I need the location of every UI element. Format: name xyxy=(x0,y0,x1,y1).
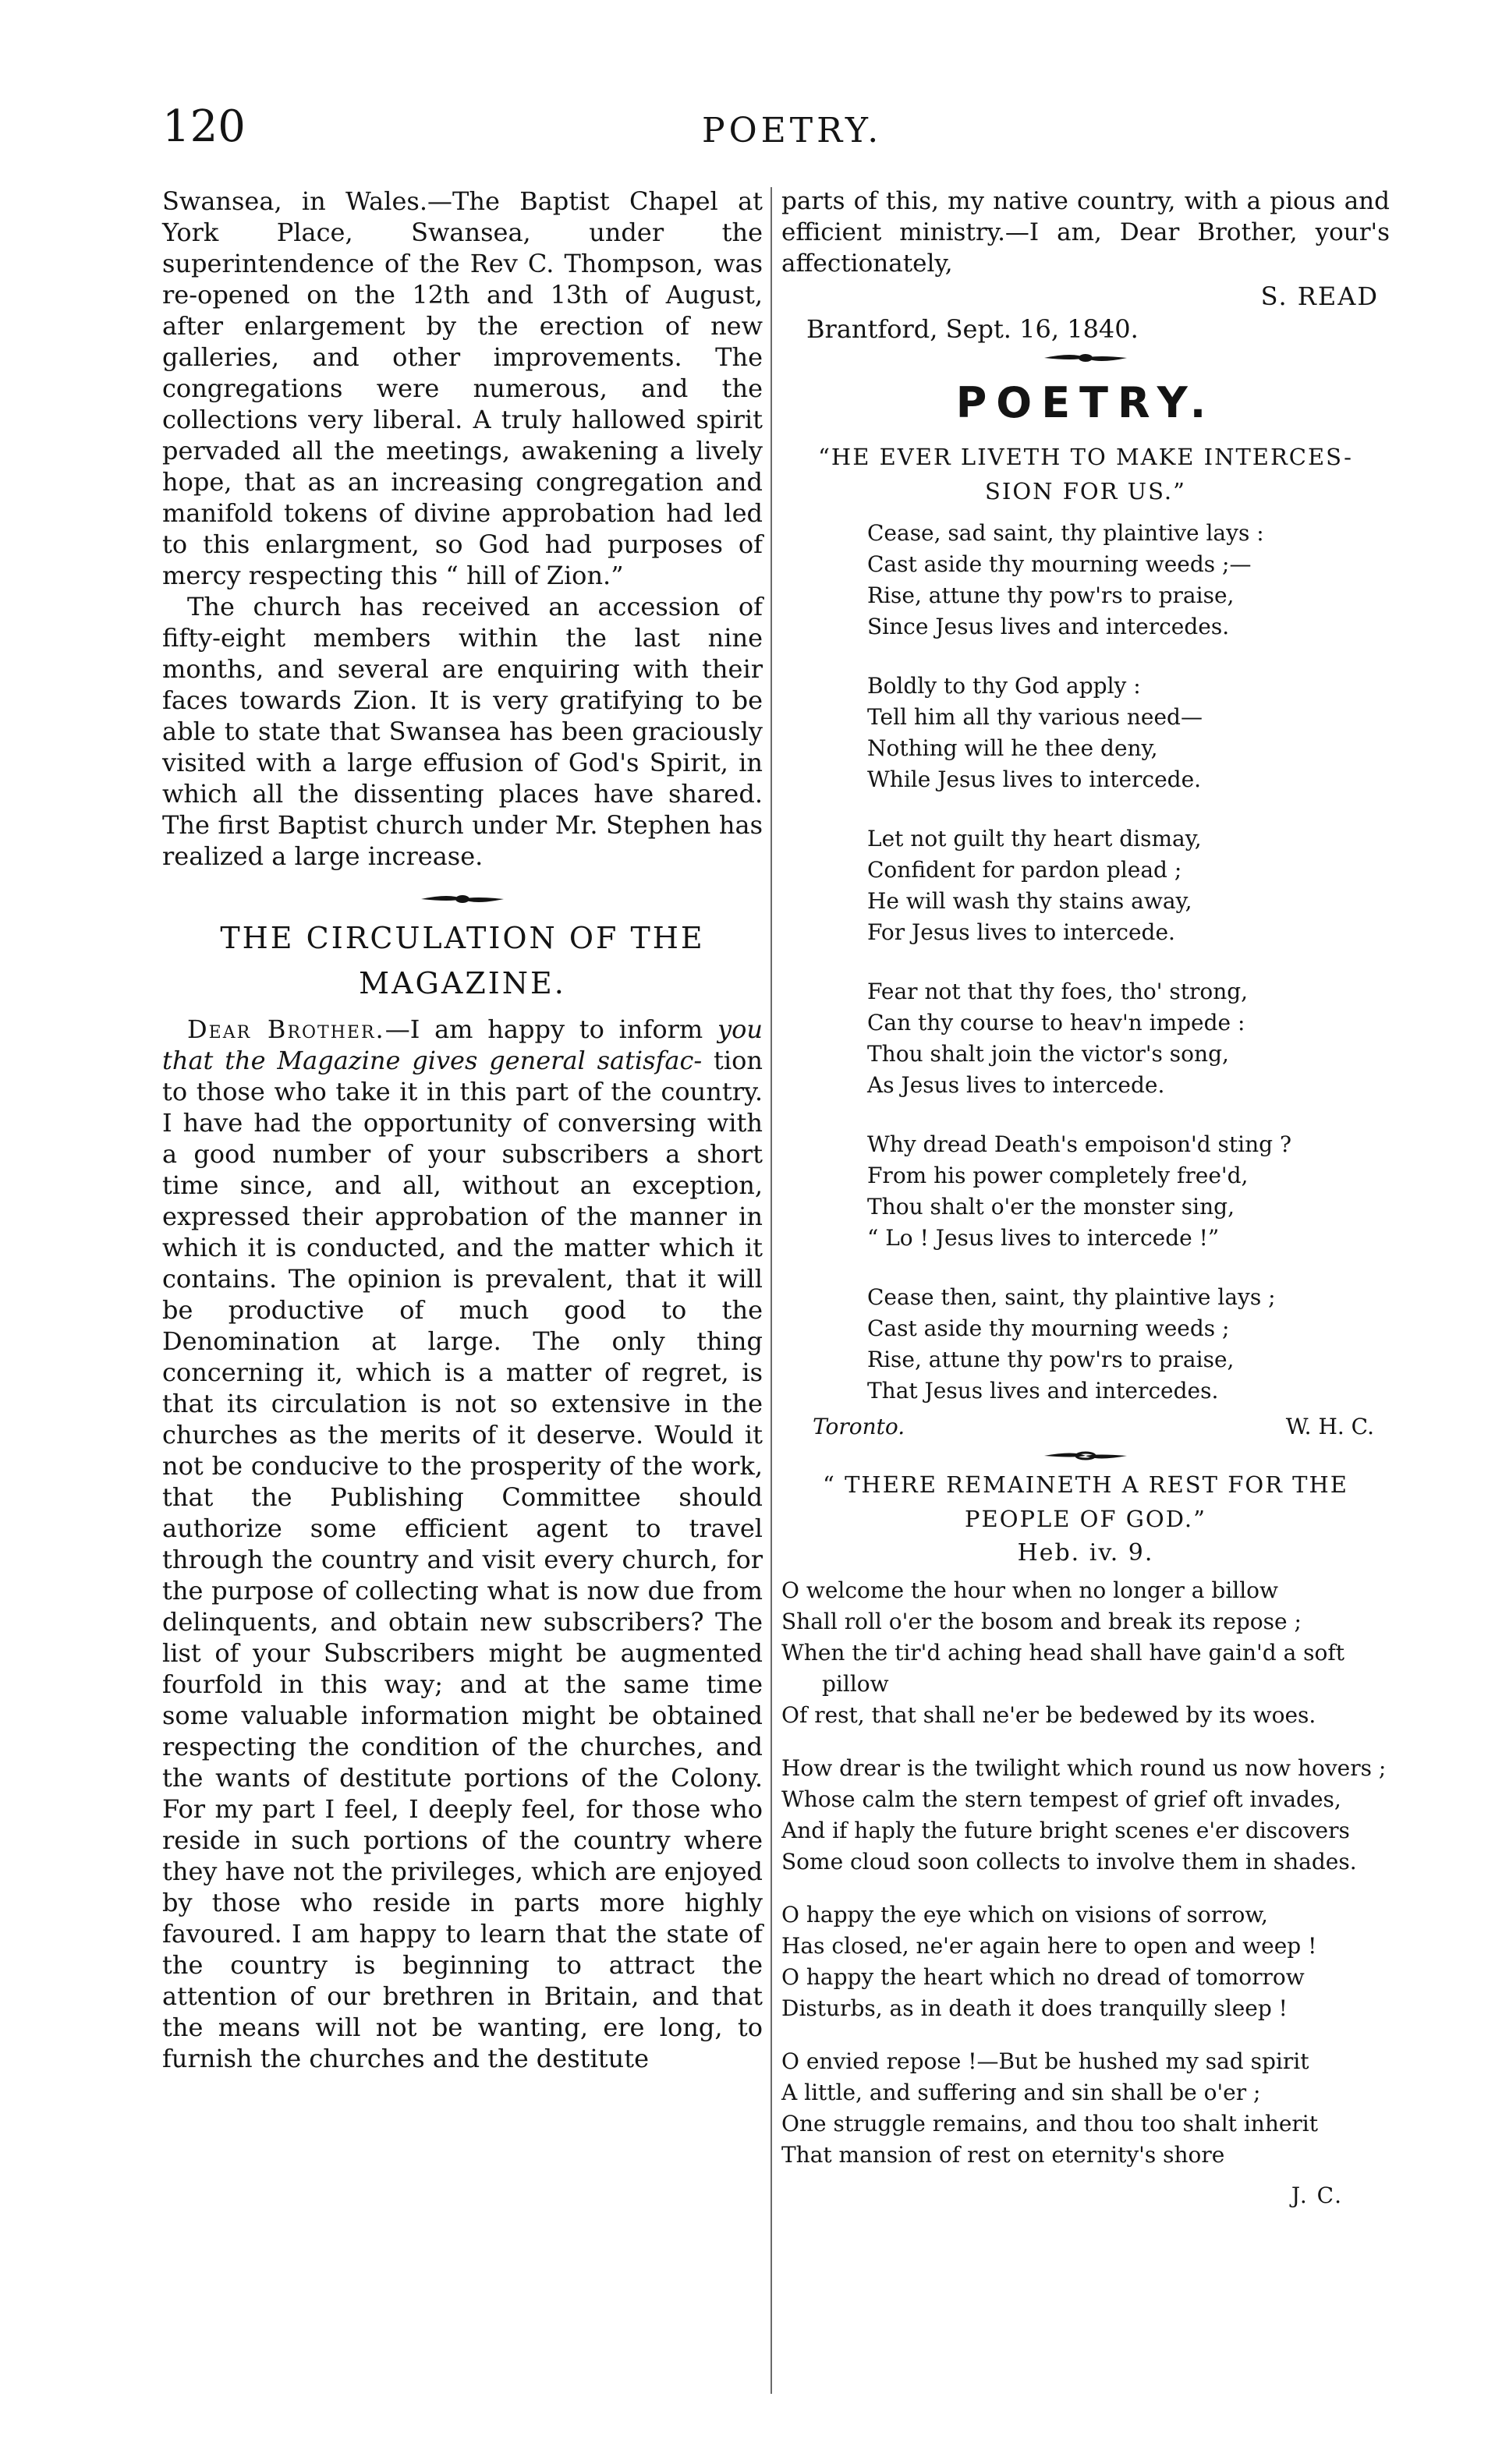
poem-line: Cease, sad saint, thy plaintive lays : xyxy=(867,520,1264,546)
ornament-divider-icon xyxy=(420,889,505,909)
poem-line: O welcome the hour when no longer a billow xyxy=(781,1577,1278,1603)
poem-line: Some cloud soon collects to involve them in shades. xyxy=(781,1849,1357,1875)
poem1-signature-row xyxy=(781,1411,1390,1443)
poem2-stanza xyxy=(781,2046,1390,2171)
letter-dateline: Brantford, Sept. 16, 1840. xyxy=(806,314,1139,344)
poem-line: Shall roll o'er the bosom and break its repose ; xyxy=(781,1609,1302,1634)
poem1-body xyxy=(781,518,1390,1443)
poem-line: Nothing will he thee deny, xyxy=(867,735,1158,761)
poem-line: That mansion of rest on eternity's shore xyxy=(781,2142,1225,2168)
poem2-title-line-2: PEOPLE OF GOD.” xyxy=(965,1506,1206,1532)
poem2-stanza xyxy=(781,1575,1390,1731)
poem1-stanza xyxy=(867,671,1390,795)
poem1-stanza xyxy=(867,1282,1390,1407)
poem-line: O happy the heart which no dread of tomorrow xyxy=(781,1964,1305,1990)
poem2-title xyxy=(781,1467,1390,1536)
poem1-place: Toronto. xyxy=(813,1414,905,1439)
poem-line: Since Jesus lives and intercedes. xyxy=(867,614,1230,639)
poem-line: And if haply the future bright scenes e'er discovers xyxy=(781,1818,1350,1843)
poem-line: How drear is the twilight which round us now hovers ; xyxy=(781,1755,1387,1781)
poem-line: O happy the eye which on visions of sorrow, xyxy=(781,1902,1268,1928)
poem1-stanza xyxy=(867,518,1390,643)
poem-line: As Jesus lives to intercede. xyxy=(867,1072,1165,1098)
poem-line: Fear not that thy foes, tho' strong, xyxy=(867,979,1249,1004)
poem2-stanza xyxy=(781,1753,1390,1878)
ornament-divider-icon xyxy=(1043,1447,1128,1464)
poetry-heading: POETRY. xyxy=(955,378,1216,427)
letter-lead: —I am happy to inform xyxy=(384,1014,703,1044)
poem-line: For Jesus lives to intercede. xyxy=(867,919,1175,945)
poem-line: While Jesus lives to intercede. xyxy=(867,766,1202,792)
poem-line: Cease then, saint, thy plaintive lays ; xyxy=(867,1284,1276,1310)
poem-line: Cast aside thy mourning weeds ;— xyxy=(867,551,1252,577)
poem-line: Confident for pardon plead ; xyxy=(867,857,1182,883)
letter-signature: S. READ xyxy=(1260,281,1379,311)
ornament-divider-icon xyxy=(1043,348,1128,368)
poem1-stanza xyxy=(867,823,1390,948)
poem1-stanza xyxy=(867,976,1390,1101)
poem-line: That Jesus lives and intercedes. xyxy=(867,1378,1219,1404)
poem-line: He will wash thy stains away, xyxy=(867,888,1192,914)
article-title xyxy=(162,915,763,1006)
poem1-title xyxy=(781,440,1390,508)
letter-italic-line: you that the Magazine gives general satisfac- xyxy=(162,1014,763,1075)
poem-line: Thou shalt join the victor's song, xyxy=(867,1041,1229,1067)
poem2-body xyxy=(781,1575,1390,2213)
letter-paragraph xyxy=(162,1014,763,2074)
page-number: 120 xyxy=(162,101,246,152)
poem1-author: W. H. C. xyxy=(1285,1414,1374,1439)
poem2-stanza xyxy=(781,1899,1390,2024)
poem-line: Rise, attune thy pow'rs to praise, xyxy=(867,582,1235,608)
poem1-title-line-2: SION FOR US.” xyxy=(985,478,1186,504)
poem-line: Can thy course to heav'n impede : xyxy=(867,1010,1245,1036)
column-divider xyxy=(771,187,772,2394)
poem-line: “ Lo ! Jesus lives to intercede !” xyxy=(867,1225,1220,1251)
swansea-paragraph-1: Swansea, in Wales.—The Baptist Chapel at York Place, Swansea, under the superintendence of the Rev C. Thompson, was re-opened on the 12th and 13th of August, after enlargement by the erection of new galleries, and other improvements. The congregations were numerous, and the collections very liberal. A truly hallowed spirit pervaded all the meetings, awakening a lively hope, that as an increasing congregation and manifold tokens of divine approbation had led to this enlargment, so God had purposes of mercy respecting this “ hill of Zion.” xyxy=(162,186,763,590)
poem-line: Thou shalt o'er the monster sing, xyxy=(867,1194,1235,1220)
poem-line: Tell him all thy various need— xyxy=(867,704,1203,730)
poem1-stanza xyxy=(867,1129,1390,1254)
poem-line: Why dread Death's empoison'd sting ? xyxy=(867,1131,1291,1157)
poem1-title-line-1: “HE EVER LIVETH TO MAKE INTERCES- xyxy=(818,444,1353,470)
letter-continuation: parts of this, my native country, with a pious and efficient ministry.—I am, Dear Brother, your's affectionately, xyxy=(781,187,1390,278)
poem-line: Rise, attune thy pow'rs to praise, xyxy=(867,1347,1235,1372)
running-title: POETRY. xyxy=(702,111,883,150)
poem-line: Of rest, that shall ne'er be bedewed by its woes. xyxy=(781,1702,1316,1728)
letter-salutation: Dear Brother. xyxy=(187,1014,385,1044)
poem2-initials: J. C. xyxy=(1291,2183,1343,2208)
poem-line: A little, and suffering and sin shall be o'er ; xyxy=(781,2080,1261,2105)
article-title-line-1: THE CIRCULATION OF THE xyxy=(220,921,705,955)
letter-body: tion to those who take it in this part of the country. I have had the opportunity of conversing with a good number of your subscribers a short time since, and all, without an exception, expressed their approbation of the manner in which it is conducted, and the matter which it contains. The opinion is prevalent, that it will be productive of much good to the Denomination at large. The only thing concerning it, which is a matter of regret, is that its circulation is not so extensive in the churches as the merits of it deserve. Would it not be conducive to the prosperity of the work, that the Publishing Committee should authorize some efficient agent to travel through the country and visit every church, for the purpose of collecting what is now due from delinquents, and obtain new subscribers? The list of your Subscribers might be augmented fourfold in this way; and at the same time some valuable information might be obtained respecting the condition of the churches, and the wants of destitute portions of the Colony. For my part I feel, I deeply feel, for those who reside in such portions of the country where they have not the privileges, which are enjoyed by those who reside in parts more highly favoured. I am happy to learn that the state of the country is beginning to attract the attention of our brethren in Britain, and that the means will not be wanting, ere long, to furnish the churches and the destitute xyxy=(162,1046,763,2073)
poem-line: Whose calm the stern tempest of grief oft invades, xyxy=(781,1786,1341,1812)
article-title-line-2: MAGAZINE. xyxy=(359,966,566,1000)
poem2-reference: Heb. iv. 9. xyxy=(1017,1539,1154,1567)
poem-line: Let not guilt thy heart dismay, xyxy=(867,826,1202,851)
poem-line: From his power completely free'd, xyxy=(867,1163,1249,1188)
poem-line: Has closed, ne'er again here to open and weep ! xyxy=(781,1933,1317,1959)
right-column xyxy=(781,186,1390,2213)
left-column xyxy=(162,186,763,2074)
swansea-paragraph-2: The church has received an accession of fifty-eight members within the last nine months, and several are enquiring with their faces towards Zion. It is very gratifying to be able to state that Swansea has been graciously visited with a large effusion of God's Spirit, in which all the dissenting places have shared. The first Baptist church under Mr. Stephen has realized a large increase. xyxy=(162,592,763,871)
poem-line: When the tir'd aching head shall have gain'd a soft pillow xyxy=(781,1640,1345,1697)
poem-line: Boldly to thy God apply : xyxy=(867,673,1141,699)
poem2-title-line-1: “ THERE REMAINETH A REST FOR THE xyxy=(823,1471,1348,1498)
poem-line: One struggle remains, and thou too shalt inherit xyxy=(781,2111,1319,2137)
running-head xyxy=(0,100,1495,162)
poem-line: Disturbs, as in death it does tranquilly sleep ! xyxy=(781,1995,1288,2021)
poem-line: O envied repose !—But be hushed my sad spirit xyxy=(781,2048,1309,2074)
poem-line: Cast aside thy mourning weeds ; xyxy=(867,1315,1230,1341)
